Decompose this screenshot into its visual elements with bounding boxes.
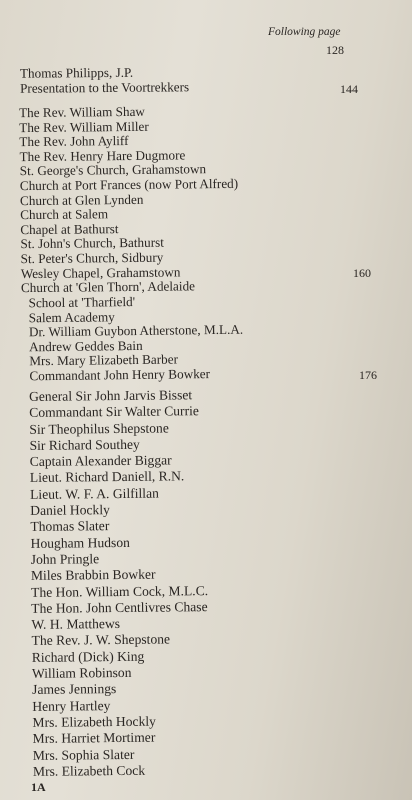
list-item: James Jennings — [32, 681, 117, 698]
list-item: William Robinson — [31, 664, 132, 681]
list-item: Salem Academy — [28, 308, 115, 325]
list-item: Daniel Hockly — [30, 502, 110, 519]
list-item: Sir Theophilus Shepstone — [29, 420, 169, 437]
list-item: Captain Alexander Biggar — [29, 452, 172, 470]
column-header: Following page — [268, 26, 341, 38]
list-item: School at 'Tharfield' — [28, 294, 136, 311]
list-item: Presentation to the Voortrekkers — [19, 78, 190, 96]
list-item: Andrew Geddes Bain — [28, 337, 143, 355]
list-item: The Rev. William Miller — [19, 118, 149, 135]
entry-group-3 — [28, 294, 243, 384]
page-number-176: 176 — [359, 368, 377, 382]
list-item: Sir Richard Southey — [29, 436, 140, 453]
list-item: Hougham Hudson — [30, 534, 130, 551]
list-item: General Sir John Jarvis Bisset — [28, 387, 193, 404]
list-item: Mrs. Harriet Mortimer — [32, 729, 156, 747]
list-item: Mrs. Mary Elizabeth Barber — [29, 351, 179, 369]
list-item: Church at Port Frances (now Port Alfred) — [19, 175, 239, 194]
list-item: Church at Glen Lynden — [19, 191, 144, 208]
list-item: Henry Hartley — [32, 697, 111, 714]
list-item: Commandant John Henry Bowker — [29, 366, 211, 384]
page-number-144: 144 — [340, 82, 358, 96]
page-number-128: 128 — [326, 43, 344, 57]
entry-group-4 — [29, 387, 210, 780]
page-number-160: 160 — [353, 266, 371, 280]
list-item: The Rev. Henry Hare Dugmore — [19, 147, 186, 164]
list-item: Wesley Chapel, Grahamstown — [20, 263, 181, 281]
list-item: Church at Salem — [20, 206, 109, 223]
list-item: The Rev. John Ayliff — [19, 133, 129, 150]
list-item: Thomas Slater — [30, 518, 110, 535]
list-item: Mrs. Elizabeth Hockly — [32, 713, 156, 730]
list-item: W. H. Matthews — [31, 616, 121, 633]
list-item: Thomas Philipps, J.P. — [19, 64, 134, 81]
list-item: Richard (Dick) King — [31, 648, 145, 665]
list-item: The Hon. John Centlivres Chase — [31, 598, 208, 616]
list-item: Dr. William Guybon Atherstone, M.L.A. — [28, 321, 244, 340]
signature-mark: 1A — [31, 780, 46, 794]
list-item: Chapel at Bathurst — [20, 220, 119, 237]
list-item: Church at 'Glen Thorn', Adelaide — [20, 278, 196, 296]
entry-group-1 — [20, 65, 189, 96]
entry-group-2 — [19, 104, 239, 296]
list-item: The Rev. J. W. Shepstone — [31, 631, 171, 649]
list-item: Lieut. W. F. A. Gilfillan — [29, 485, 159, 502]
list-item: The Rev. William Shaw — [19, 103, 145, 121]
list-item: St. John's Church, Bathurst — [20, 234, 164, 252]
list-item: Mrs. Sophia Slater — [32, 746, 135, 763]
list-item: John Pringle — [30, 551, 100, 567]
list-item: Miles Brabbin Bowker — [30, 566, 156, 584]
list-item: Mrs. Elizabeth Cock — [32, 762, 146, 779]
list-item: The Hon. William Cock, M.L.C. — [31, 582, 209, 600]
list-item: Lieut. Richard Daniell, R.N. — [29, 468, 185, 486]
list-item: St. George's Church, Grahamstown — [19, 161, 207, 179]
list-item: Commandant Sir Walter Currie — [29, 403, 199, 421]
list-item: St. Peter's Church, Sidbury — [20, 249, 164, 267]
